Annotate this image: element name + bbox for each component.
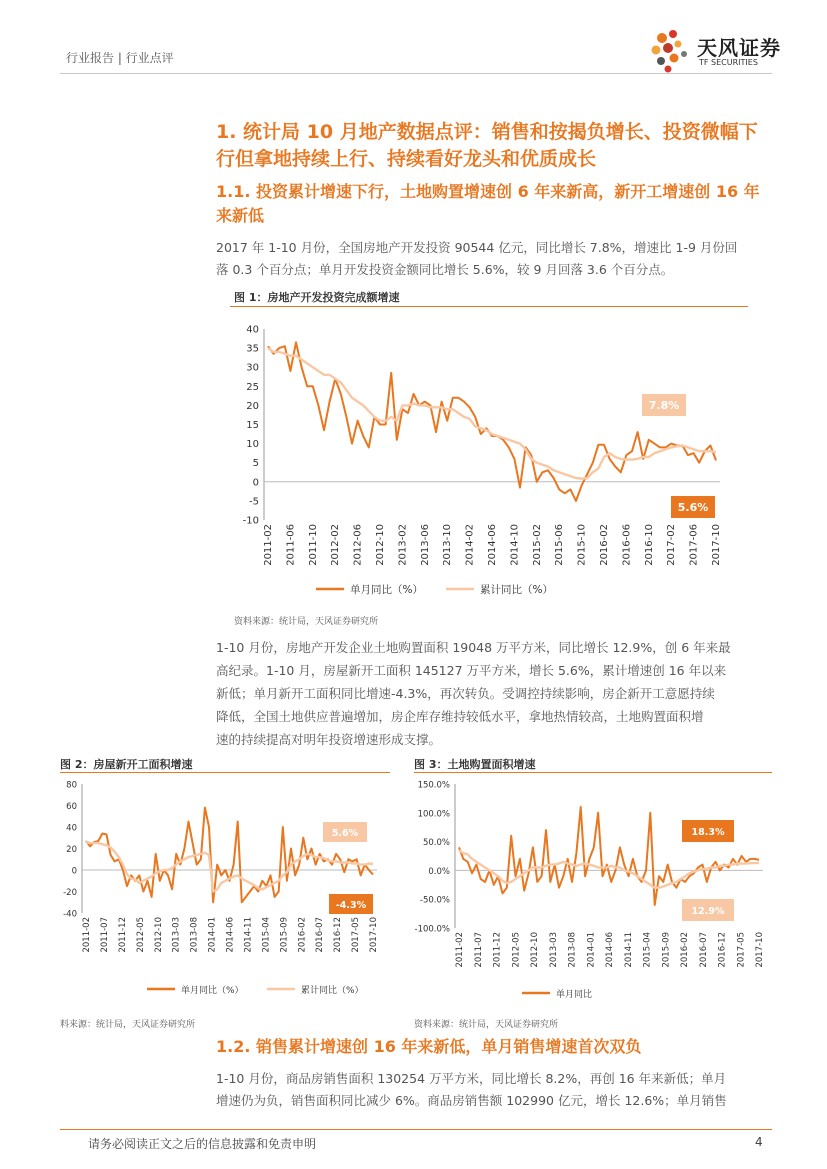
y-tick-label: 15 bbox=[246, 420, 259, 431]
y-tick-label: -5 bbox=[249, 496, 259, 508]
figure-1-rule bbox=[230, 306, 748, 307]
figure-3-chart bbox=[405, 778, 777, 1008]
y-tick-label: 150.0% bbox=[417, 780, 450, 791]
x-tick-label: 2017-10 bbox=[711, 524, 722, 566]
x-tick-label: 2014-01 bbox=[586, 932, 597, 968]
section-1-2-heading: 1.2. 销售累计增速创 16 年来新低，单月销售增速首次双负 bbox=[216, 1037, 642, 1056]
section-1-1-heading-line1: 1.1. 投资累计增速下行，土地购置增速创 6 年来新高，新开工增速创 16 年 bbox=[216, 182, 760, 201]
x-tick-label: 2012-10 bbox=[530, 932, 540, 968]
x-tick-label: 2015-09 bbox=[279, 917, 290, 953]
legend-label-1: 累计同比（%） bbox=[480, 584, 553, 596]
x-tick-label: 2011-12 bbox=[492, 932, 503, 968]
figure-3-source: 资料来源：统计局，天风证券研究所 bbox=[414, 1020, 559, 1030]
legend-label-1: 累计同比（%） bbox=[301, 986, 364, 996]
x-tick-label: 2012-02 bbox=[330, 524, 342, 566]
x-tick-label: 2016-12 bbox=[717, 932, 728, 968]
y-tick-label: 10 bbox=[246, 439, 259, 451]
x-tick-label: 2011-10 bbox=[307, 524, 319, 566]
y-tick-label: 0 bbox=[71, 866, 77, 877]
y-tick-label: -10 bbox=[242, 515, 259, 527]
x-tick-label: 2011-02 bbox=[263, 524, 274, 566]
figure-3-title: 图 3：土地购置面积增速 bbox=[414, 758, 536, 771]
x-tick-label: 2012-05 bbox=[135, 917, 146, 953]
series-line-0 bbox=[86, 808, 373, 903]
x-tick-label: 2016-10 bbox=[643, 524, 655, 566]
x-tick-label: 2014-01 bbox=[207, 917, 218, 953]
y-tick-label: 80 bbox=[66, 780, 77, 791]
report-breadcrumb: 行业报告 | 行业点评 bbox=[66, 51, 174, 65]
y-tick-label: 50.0% bbox=[422, 838, 450, 849]
x-tick-label: 2016-02 bbox=[680, 932, 690, 968]
x-tick-label: 2014-06 bbox=[225, 917, 236, 953]
annotation-label-1: -4.3% bbox=[335, 900, 367, 911]
x-tick-label: 2017-05 bbox=[736, 932, 747, 968]
footer-divider bbox=[60, 1129, 772, 1130]
legend-label-0: 单月同比 bbox=[556, 990, 593, 1000]
x-tick-label: 2016-07 bbox=[315, 917, 326, 953]
logo-name-en: TF SECURITIES bbox=[699, 58, 758, 67]
x-tick-label: 2017-05 bbox=[351, 917, 362, 953]
x-tick-label: 2013-06 bbox=[419, 524, 431, 566]
x-tick-label: 2011-06 bbox=[285, 524, 297, 566]
x-tick-label: 2017-02 bbox=[666, 524, 678, 566]
annotation-label-0: 7.8% bbox=[648, 399, 680, 412]
x-tick-label: 2016-12 bbox=[333, 917, 344, 953]
para-3-line2: 增速仍为负，销售面积同比减少 6%。商品房销售额 102990 亿元，增长 12.6%；单月销售 bbox=[216, 1093, 727, 1108]
y-tick-label: 60 bbox=[66, 802, 77, 812]
x-tick-label: 2012-05 bbox=[511, 932, 522, 968]
series-line-0 bbox=[268, 342, 716, 501]
figure-2-source: 料来源：统计局，天风证券研究所 bbox=[60, 1020, 196, 1030]
figure-2-chart bbox=[55, 778, 395, 1008]
x-tick-label: 2017-10 bbox=[369, 917, 379, 953]
x-tick-label: 2014-11 bbox=[623, 932, 634, 968]
x-tick-label: 2013-03 bbox=[548, 932, 559, 968]
para-2-line3: 新低；单月新开工面积同比增速-4.3%，再次转负。受调控持续影响，房企新开工意愿持续 bbox=[216, 686, 715, 701]
y-tick-label: 20 bbox=[246, 400, 259, 412]
figure-1-source: 资料来源：统计局，天风证券研究所 bbox=[234, 617, 379, 627]
x-tick-label: 2011-02 bbox=[455, 932, 465, 968]
y-tick-label: 0.0% bbox=[428, 866, 450, 877]
x-tick-label: 2014-06 bbox=[487, 524, 498, 566]
figure-2-title: 图 2：房屋新开工面积增速 bbox=[60, 758, 193, 771]
x-tick-label: 2014-06 bbox=[605, 932, 615, 968]
x-tick-label: 2011-12 bbox=[117, 917, 128, 953]
y-tick-label: 40 bbox=[66, 823, 77, 834]
annotation-label-0: 5.6% bbox=[331, 828, 359, 839]
footer-disclaimer: 请务必阅读正文之后的信息披露和免责申明 bbox=[88, 1137, 317, 1151]
para-2-line5: 速的持续提高对明年投资增速形成支撑。 bbox=[216, 732, 442, 747]
x-tick-label: 2016-02 bbox=[599, 524, 610, 566]
y-tick-label: 20 bbox=[66, 845, 77, 855]
y-tick-label: -50.0% bbox=[419, 895, 450, 906]
para-2-line4: 降低，全国土地供应普遍增加，房企库存维持较低水平，拿地热情较高，土地购置面积增 bbox=[216, 709, 704, 724]
para-3-line1: 1-10 月份，商品房销售面积 130254 万平方米，同比增长 8.2%，再创 16 年来新低；单月 bbox=[216, 1071, 727, 1086]
x-tick-label: 2013-10 bbox=[442, 524, 454, 566]
x-tick-label: 2017-10 bbox=[755, 932, 765, 968]
y-tick-label: 5 bbox=[252, 458, 259, 470]
x-tick-label: 2011-02 bbox=[82, 917, 92, 953]
x-tick-label: 2016-07 bbox=[698, 932, 709, 968]
y-tick-label: -100.0% bbox=[414, 924, 450, 935]
series-line-1 bbox=[86, 842, 373, 891]
y-tick-label: -20 bbox=[63, 888, 77, 898]
x-tick-label: 2015-06 bbox=[554, 524, 566, 566]
figure-2-rule bbox=[60, 772, 390, 773]
legend-label-0: 单月同比（%） bbox=[350, 584, 423, 596]
section-1-heading-line1: 1. 统计局 10 月地产数据点评：销售和按揭负增长、投资微幅下 bbox=[216, 121, 758, 143]
y-tick-label: 40 bbox=[246, 324, 259, 336]
para-2-line2: 高纪录。1-10 月，房屋新开工面积 145127 万平方米，增长 5.6%，累计增速创 16 年以来 bbox=[216, 663, 727, 678]
legend-label-0: 单月同比（%） bbox=[181, 986, 244, 996]
annotation-label-1: 12.9% bbox=[691, 906, 725, 917]
section-1-1-heading-line2: 来新低 bbox=[216, 206, 265, 225]
x-tick-label: 2014-11 bbox=[243, 917, 254, 953]
x-tick-label: 2013-08 bbox=[189, 917, 200, 953]
x-tick-label: 2013-03 bbox=[171, 917, 182, 953]
x-tick-label: 2012-06 bbox=[352, 524, 364, 566]
x-tick-label: 2012-10 bbox=[375, 524, 386, 566]
x-tick-label: 2013-02 bbox=[397, 524, 409, 566]
annotation-label-0: 18.3% bbox=[691, 827, 725, 838]
y-tick-label: -40 bbox=[63, 909, 77, 920]
para-2-line1: 1-10 月份，房地产开发企业土地购置面积 19048 万平方米，同比增长 12.9%，创 6 年来最 bbox=[216, 640, 731, 655]
y-tick-label: 0 bbox=[252, 477, 259, 489]
figure-1-chart bbox=[228, 315, 753, 605]
x-tick-label: 2015-04 bbox=[261, 917, 272, 953]
x-tick-label: 2014-10 bbox=[509, 524, 521, 566]
x-tick-label: 2013-08 bbox=[567, 932, 578, 968]
para-1-line1: 2017 年 1-10 月份，全国房地产开发投资 90544 亿元，同比增长 7.8%，增速比 1-9 月份回 bbox=[216, 240, 738, 255]
annotation-label-1: 5.6% bbox=[677, 501, 709, 514]
figure-1-title: 图 1：房地产开发投资完成额增速 bbox=[234, 291, 400, 304]
section-1-heading-line2: 行但拿地持续上行、持续看好龙头和优质成长 bbox=[216, 148, 597, 170]
para-1-line2: 落 0.3 个百分点；单月开发投资金额同比增长 5.6%，较 9 月回落 3.6 个百分点。 bbox=[216, 262, 674, 277]
x-tick-label: 2015-09 bbox=[661, 932, 672, 968]
x-tick-label: 2017-06 bbox=[688, 524, 700, 566]
y-tick-label: 30 bbox=[246, 362, 259, 374]
y-tick-label: 100.0% bbox=[417, 809, 450, 820]
x-tick-label: 2015-10 bbox=[576, 524, 588, 566]
y-tick-label: 35 bbox=[246, 343, 259, 355]
series-line-1 bbox=[459, 850, 759, 888]
x-tick-label: 2011-07 bbox=[473, 932, 484, 968]
y-tick-label: 25 bbox=[246, 381, 259, 393]
x-tick-label: 2015-04 bbox=[642, 932, 653, 968]
x-tick-label: 2016-06 bbox=[621, 524, 633, 566]
x-tick-label: 2016-02 bbox=[297, 917, 308, 953]
figure-3-rule bbox=[414, 772, 772, 773]
logo-name-cn: 天风证券 bbox=[697, 36, 781, 60]
x-tick-label: 2014-02 bbox=[464, 524, 476, 566]
page-number: 4 bbox=[755, 1135, 763, 1149]
x-tick-label: 2012-10 bbox=[153, 917, 164, 953]
x-tick-label: 2011-07 bbox=[99, 917, 110, 953]
x-tick-label: 2015-02 bbox=[531, 524, 543, 566]
